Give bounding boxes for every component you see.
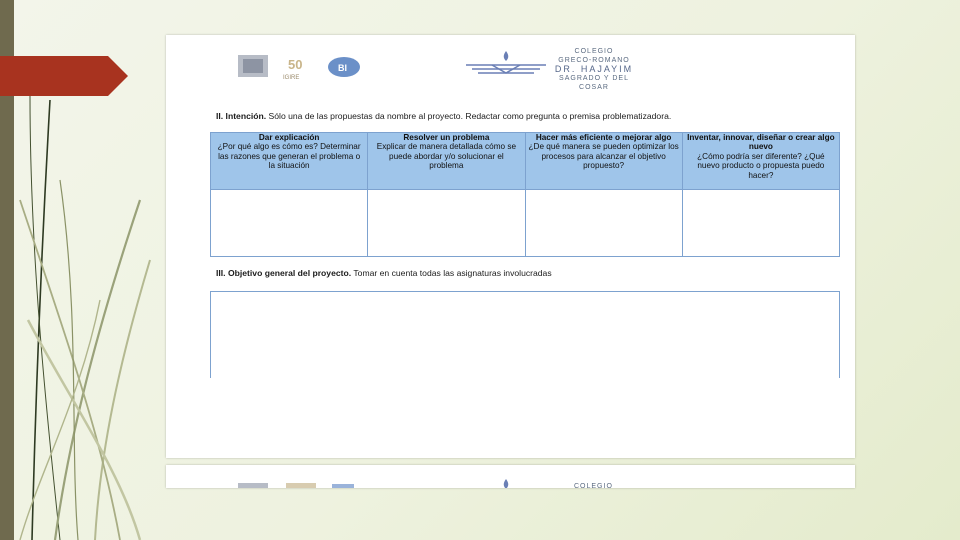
option-invent-cell xyxy=(682,133,839,190)
section-intention-title-rest: Sólo una de las propuestas da nombre al proyecto. Redactar como pregunta o premisa problematizadora. xyxy=(268,111,672,121)
college-emblem-icon xyxy=(462,47,552,81)
logo-50-badge: 50 xyxy=(288,57,303,72)
option-solve-title: Resolver un problema xyxy=(403,133,490,142)
option-invent-title: Inventar, innovar, diseñar o crear algo nuevo xyxy=(687,133,835,152)
section-intention-title xyxy=(216,111,671,121)
intention-options-table xyxy=(210,132,840,257)
college-line1: COLEGIO xyxy=(574,48,614,55)
option-solve-text: Explicar de manera detallada cómo se puede abordar y/o solucionar el problema xyxy=(376,142,516,171)
section-objective-title xyxy=(216,268,552,278)
document-page xyxy=(166,35,855,458)
option-solve-cell xyxy=(368,133,525,190)
section-objective-title-rest: Tomar en cuenta todas las asignaturas involucradas xyxy=(353,268,552,278)
college-name: DR. HAJAYIM xyxy=(554,64,634,74)
college-line4: SAGRADO Y DEL COSAR xyxy=(559,75,629,91)
option-explain-text: ¿Por qué algo es cómo es? Determinar las razones que generan el problema o la situación xyxy=(217,142,361,171)
next-page-emblem-icon xyxy=(496,479,516,488)
answer-cell-invent[interactable] xyxy=(682,190,839,257)
next-page-logos xyxy=(238,481,368,488)
option-improve-cell xyxy=(525,133,682,190)
options-answer-row xyxy=(211,190,840,257)
answer-cell-solve[interactable] xyxy=(368,190,525,257)
college-logo xyxy=(462,47,642,91)
logo-igire-badge: IGIRE xyxy=(283,75,300,81)
option-explain-cell xyxy=(211,133,368,190)
next-document-page xyxy=(166,465,855,488)
answer-cell-improve[interactable] xyxy=(525,190,682,257)
options-header-row xyxy=(211,133,840,190)
college-line2: GRECO-ROMANO xyxy=(558,57,630,64)
section-intention-title-bold: II. Intención. xyxy=(216,111,267,121)
option-invent-text: ¿Cómo podría ser diferente? ¿Qué nuevo producto o propuesta puedo hacer? xyxy=(697,151,825,180)
option-improve-text: ¿De qué manera se pueden optimizar los procesos para alcanzar el objetivo propuesto? xyxy=(528,142,679,171)
next-page-college-line1: COLEGIO xyxy=(574,483,613,488)
option-improve-title: Hacer más eficiente o mejorar algo xyxy=(535,133,672,142)
answer-cell-explain[interactable] xyxy=(211,190,368,257)
option-explain-title: Dar explicación xyxy=(258,133,320,142)
objective-answer-box[interactable] xyxy=(210,291,840,378)
institution-logos xyxy=(238,53,378,81)
red-arrow-shape xyxy=(0,56,128,96)
logo-bi-badge: BI xyxy=(338,63,347,73)
section-objective-title-bold: III. Objetivo general del proyecto. xyxy=(216,268,352,278)
